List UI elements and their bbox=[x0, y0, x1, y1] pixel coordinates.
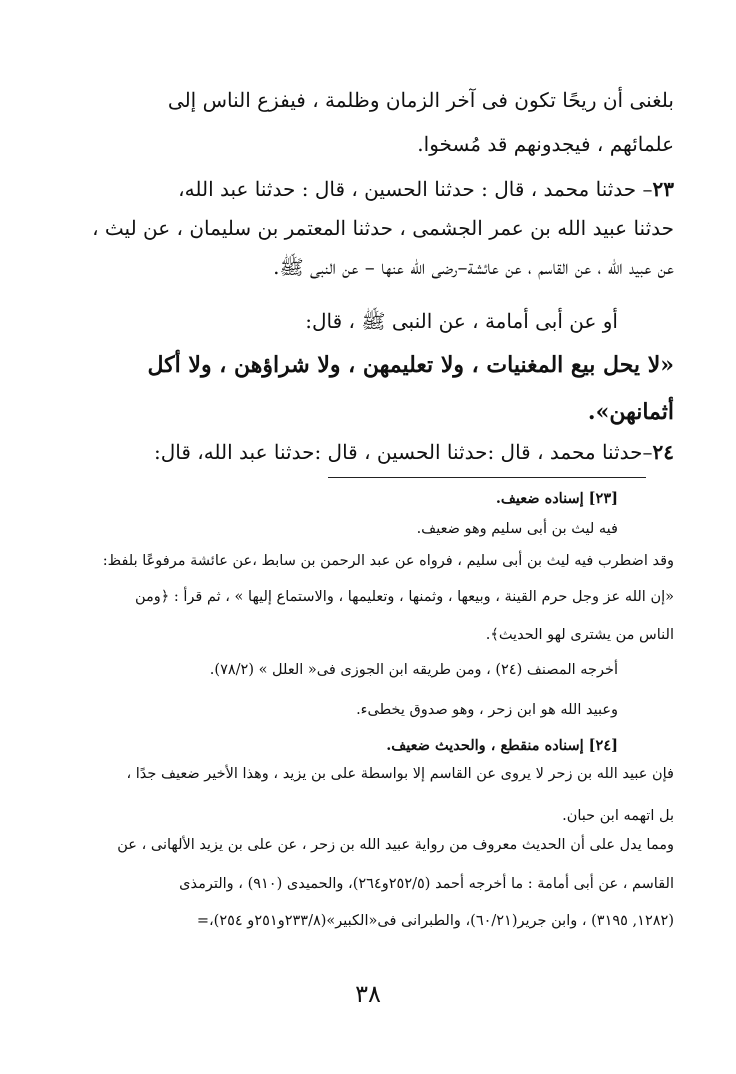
footnote-line: فيه ليث بن أبى سليم وهو ضعيف. bbox=[416, 521, 618, 537]
hadith-number: ٢٤ bbox=[652, 440, 674, 464]
footnote-line: الناس من يشترى لهو الحديث﴾. bbox=[485, 627, 674, 643]
hadith-23-heading bbox=[178, 177, 674, 201]
hadith-number: ٢٣ bbox=[652, 177, 674, 201]
text-line: أو عن أبى أمامة ، عن النبى ﷺ ، قال: bbox=[305, 309, 618, 333]
text-line: علمائهم ، فيجدونهم قد مُسخوا. bbox=[417, 132, 674, 156]
footnote-separator bbox=[328, 477, 646, 478]
hadith-24-heading bbox=[154, 440, 674, 464]
footnote-line: «إن الله عز وجل حرم القينة ، وبيعها ، وثمنها ، وتعليمها ، والاستماع إليها » ، ثم قرأ : ﴿ومن bbox=[134, 589, 674, 605]
footnote-line: بل اتهمه ابن حبان. bbox=[562, 808, 674, 824]
footnote-heading: [٢٣] إسناده ضعيف. bbox=[495, 490, 618, 507]
footnote-line: وعبيد الله هو ابن زحر ، وهو صدوق يخطىء. bbox=[356, 702, 618, 718]
footnote-line: القاسم ، عن أبى أمامة : ما أخرجه أحمد (٢٥٢/٥و٢٦٤)، والحميدى (٩١٠) ، والترمذى bbox=[179, 876, 674, 892]
footnote-line: ومما يدل على أن الحديث معروف من رواية عبيد الله بن زحر ، عن على بن يزيد الألهانى ، عن bbox=[117, 837, 674, 853]
footnote-line: فإن عبيد الله بن زحر لا يروى عن القاسم إلا بواسطة على بن يزيد ، وهذا الأخير ضعيف جدًا ، bbox=[126, 766, 674, 782]
text-line: بلغنى أن ريحًا تكون فى آخر الزمان وظلمة ، فيفزع الناس إلى bbox=[167, 88, 674, 112]
hadith-text: «لا يحل بيع المغنيات ، ولا تعليمهن ، ولا شراؤهن ، ولا أكل bbox=[147, 352, 674, 378]
text-line: عن عبيد الله ، عن القاسم ، عن عائشة–رضى الله عنها – عن النبى ﷺ. bbox=[273, 255, 674, 279]
footnote-line: وقد اضطرب فيه ليث بن أبى سليم ، فرواه عن عبد الرحمن بن سابط ،عن عائشة مرفوعًا بلفظ: bbox=[102, 553, 674, 569]
isnad-text: – حدثنا محمد ، قال : حدثنا الحسين ، قال : حدثنا عبد الله، bbox=[178, 177, 653, 201]
footnote-line: (١٢٨٢, ٣١٩٥) ، وابن جرير(٦٠/٢١)، والطبرانى فى«الكبير»(٢٣٣/٨و٢٥١و ٢٥٤)،= bbox=[196, 913, 674, 929]
footnote-line: أخرجه المصنف (٢٤) ، ومن طريقه ابن الجوزى فى« العلل » (٧٨/٢). bbox=[209, 662, 618, 678]
isnad-text: –حدثنا محمد ، قال :حدثنا الحسين ، قال :حدثنا عبد الله، قال: bbox=[153, 440, 653, 464]
page-number: ٣٨ bbox=[355, 980, 381, 1008]
text-line: حدثنا عبيد الله بن عمر الجشمى ، حدثنا المعتمر بن سليمان ، عن ليث ، bbox=[92, 216, 674, 240]
hadith-text: أثمانهن». bbox=[587, 399, 674, 425]
footnote-heading: [٢٤] إسناده منقطع ، والحديث ضعيف. bbox=[386, 737, 618, 754]
